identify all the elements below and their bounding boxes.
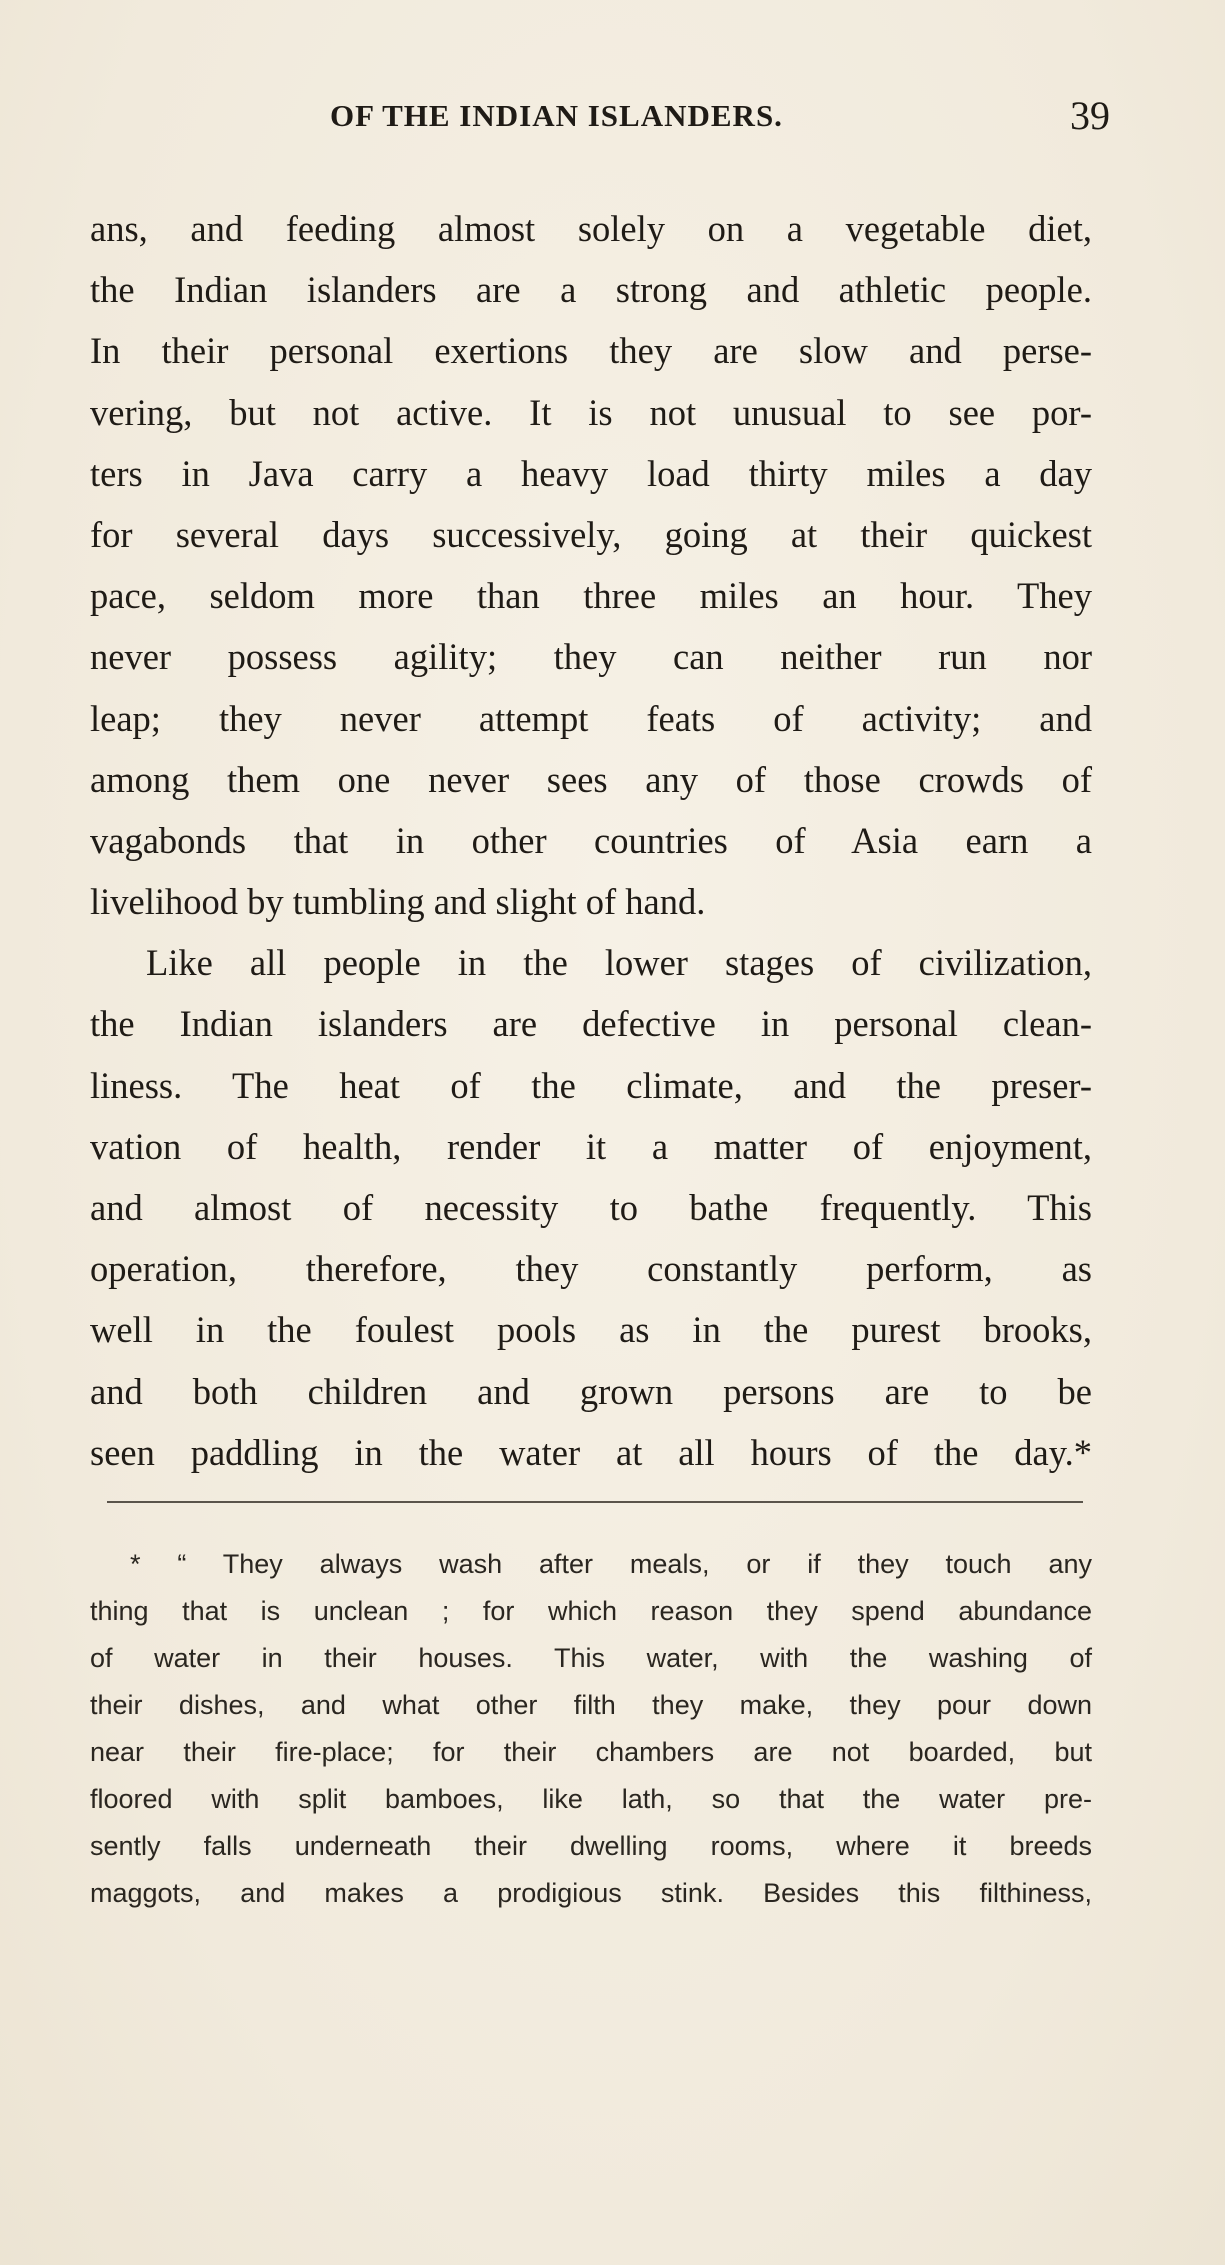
- footnote-line: thing that is unclean ; for which reason they spend abundance: [90, 1596, 1092, 1626]
- body-line: the Indian islanders are a strong and athletic people.: [90, 269, 1092, 311]
- footnote: [90, 1541, 1092, 1917]
- body-line: operation, therefore, they constantly perform, as: [90, 1248, 1092, 1290]
- footnote-line: sently falls underneath their dwelling rooms, where it breeds: [90, 1831, 1092, 1861]
- body-line: and both children and grown persons are to be: [90, 1370, 1092, 1412]
- footnote-line: * “ They always wash after meals, or if they touch any: [130, 1549, 1092, 1579]
- body-line: seen paddling in the water at all hours of the day.*: [90, 1431, 1092, 1473]
- body-line: pace, seldom more than three miles an hour. They: [90, 575, 1092, 617]
- footnote-divider: [107, 1501, 1083, 1503]
- body-line: and almost of necessity to bathe frequently. This: [90, 1187, 1092, 1228]
- body-line: for several days successively, going at their quickest: [90, 513, 1092, 555]
- body-line: among them one never sees any of those crowds of: [90, 758, 1092, 800]
- body-line: ans, and feeding almost solely on a vegetable diet,: [90, 208, 1092, 249]
- body-line: livelihood by tumbling and slight of hand.: [90, 881, 706, 923]
- body-text: [90, 198, 1092, 1483]
- body-line: vagabonds that in other countries of Asia earn a: [90, 819, 1092, 861]
- body-line: never possess agility; they can neither run nor: [90, 636, 1092, 678]
- body-line: ters in Java carry a heavy load thirty miles a day: [90, 452, 1092, 494]
- body-line: Like all people in the lower stages of civilization,: [146, 942, 1092, 984]
- footnote-line: their dishes, and what other filth they make, they pour down: [90, 1690, 1092, 1720]
- body-line: well in the foulest pools as in the purest brooks,: [90, 1309, 1092, 1351]
- footnote-line: floored with split bamboes, like lath, so that the water pre-: [90, 1784, 1092, 1814]
- body-line: vering, but not active. It is not unusual to see por-: [90, 391, 1092, 433]
- body-line: vation of health, render it a matter of enjoyment,: [90, 1125, 1092, 1167]
- running-head: OF THE INDIAN ISLANDERS.: [330, 98, 783, 133]
- body-line: In their personal exertions they are slow and perse-: [90, 330, 1092, 372]
- footnote-line: near their fire-place; for their chambers are not boarded, but: [90, 1737, 1092, 1767]
- footnote-line: of water in their houses. This water, with the washing of: [90, 1643, 1092, 1673]
- page-header: [330, 92, 1110, 142]
- body-line: leap; they never attempt feats of activity; and: [90, 697, 1092, 739]
- footnote-line: maggots, and makes a prodigious stink. Besides this filthiness,: [90, 1878, 1092, 1908]
- body-line: the Indian islanders are defective in personal clean-: [90, 1003, 1092, 1045]
- body-line: liness. The heat of the climate, and the preser-: [90, 1064, 1092, 1106]
- page-number: 39: [1070, 93, 1110, 138]
